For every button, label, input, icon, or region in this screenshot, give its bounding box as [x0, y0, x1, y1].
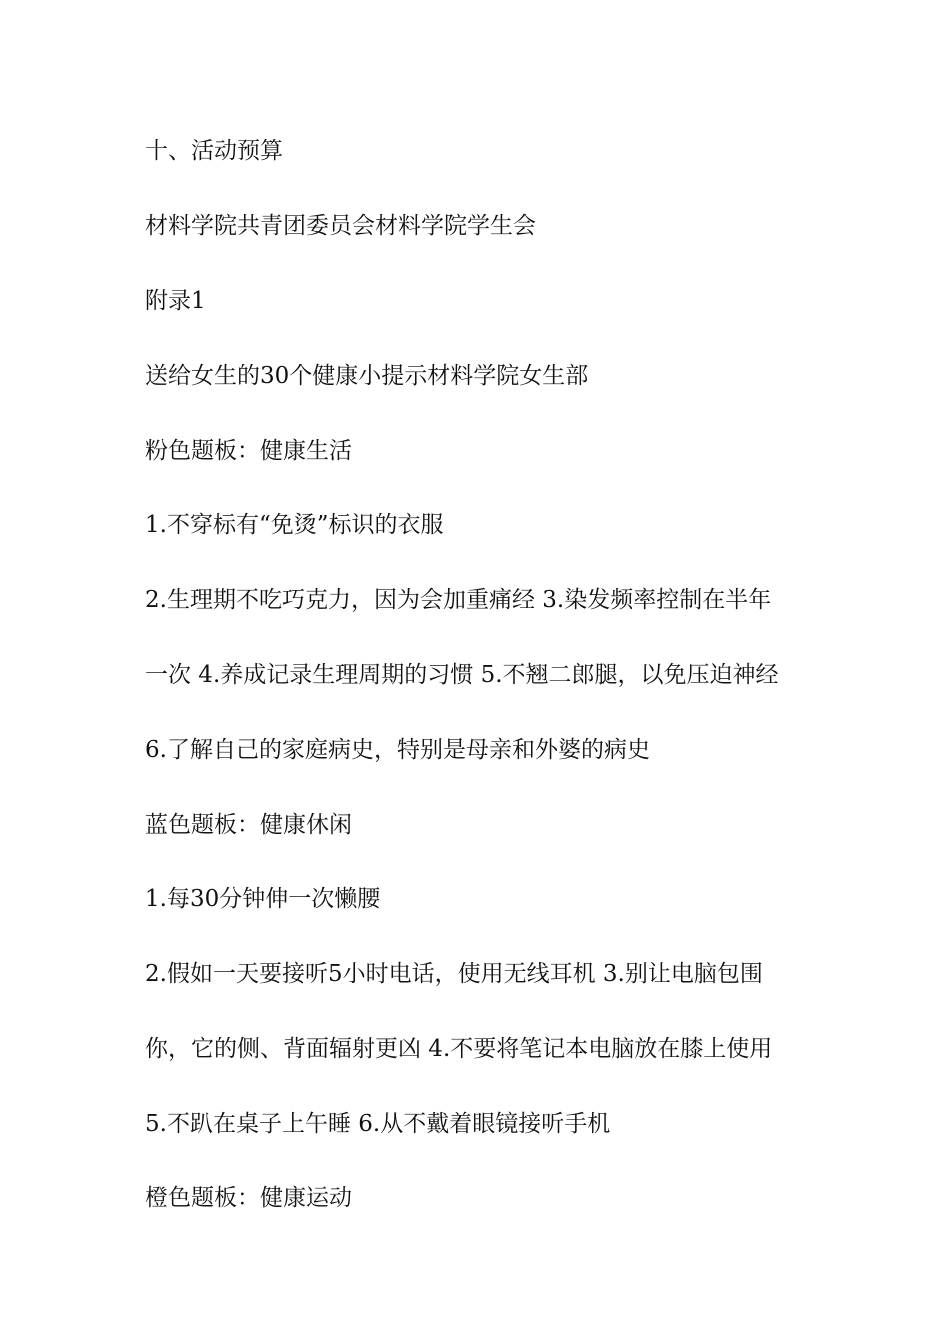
paragraph-line: 1.每30分钟伸一次懒腰: [145, 886, 381, 912]
paragraph-line: 2.假如一天要接听5小时电话，使用无线耳机 3.别让电脑包围: [145, 961, 763, 987]
paragraph-line: 6.了解自己的家庭病史，特别是母亲和外婆的病史: [145, 737, 650, 763]
paragraph-line: 5.不趴在桌子上午睡 6.从不戴着眼镜接听手机: [145, 1111, 611, 1137]
paragraph-line: 1.不穿标有“免烫”标识的衣服: [145, 512, 444, 538]
pink-board-heading: 粉色题板：健康生活: [145, 438, 352, 464]
section-heading-budget: 十、活动预算: [145, 138, 283, 164]
organizer-line: 材料学院共青团委员会材料学院学生会: [145, 213, 536, 239]
orange-board-heading: 橙色题板：健康运动: [145, 1185, 352, 1211]
paragraph-line: 你，它的侧、背面辐射更凶 4.不要将笔记本电脑放在膝上使用: [145, 1036, 773, 1062]
appendix-heading: 附录1: [145, 288, 206, 314]
paragraph-line: 一次 4.养成记录生理周期的习惯 5.不翘二郎腿，以免压迫神经: [145, 662, 779, 688]
appendix-title: 送给女生的30个健康小提示材料学院女生部: [145, 363, 589, 389]
paragraph-line: 2.生理期不吃巧克力，因为会加重痛经 3.染发频率控制在半年: [145, 587, 772, 613]
blue-board-heading: 蓝色题板：健康休闲: [145, 812, 352, 838]
